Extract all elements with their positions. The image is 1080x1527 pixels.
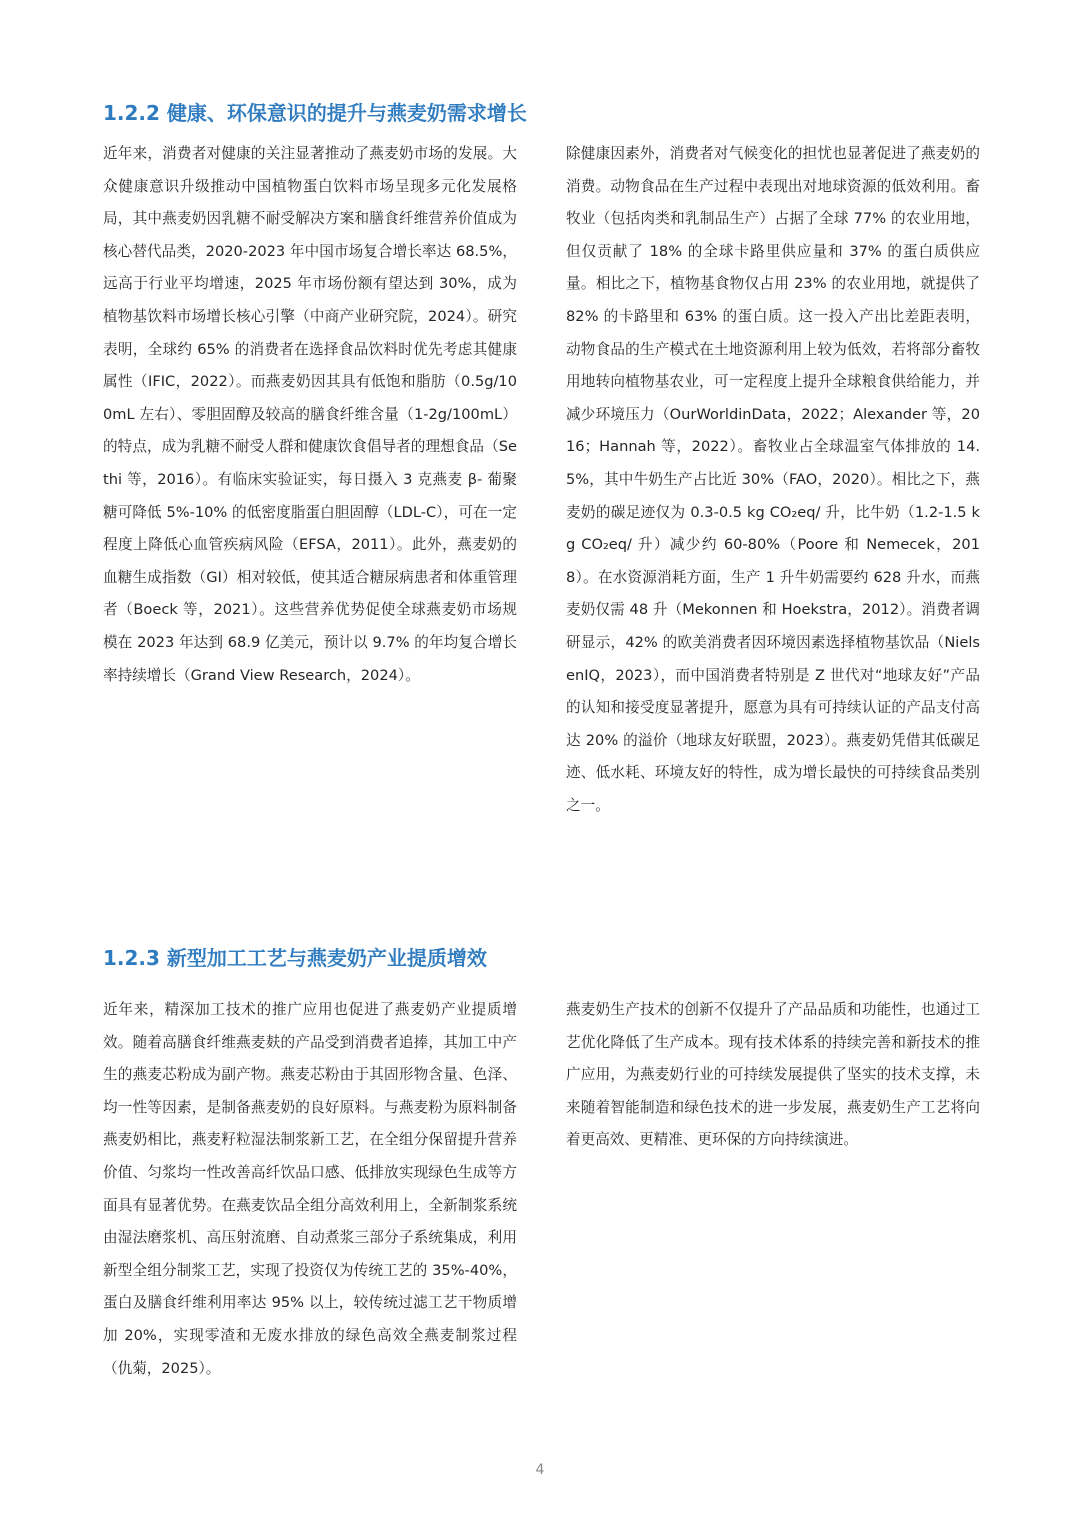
- section-1-2-2-right-paragraph: 除健康因素外，消费者对气候变化的担忧也显著促进了燕麦奶的消费。动物食品在生产过程中表现出对地球资源的低效利用。畜牧业（包括肉类和乳制品生产）占据了全球 77% 的农业用地，但仅贡献了 18% 的全球卡路里供应量和 37% 的蛋白质供应量。相比之下，植物基食物仅占用 23% 的农业用地，就提供了 82% 的卡路里和 63% 的蛋白质。这一投入产出比差距表明，动物食品的生产模式在土地资源利用上较为低效，若将部分畜牧用地转向植物基农业，可一定程度上提升全球粮食供给能力，并减少环境压力（OurWorldinData，2022；Alexander 等，2016；Hannah 等，2022）。畜牧业占全球温室气体排放的 14.5%，其中牛奶生产占比近 30%（FAO，2020）。相比之下，燕麦奶的碳足迹仅为 0.3-0.5 kg CO₂eq/ 升，比牛奶（1.2-1.5 kg CO₂eq/ 升）减少约 60-80%（Poore 和 Nemecek，2018）。在水资源消耗方面，生产 1 升牛奶需要约 628 升水，而燕麦奶仅需 48 升（Mekonnen 和 Hoekstra，2012）。消费者调研显示，42% 的欧美消费者因环境因素选择植物基饮品（NielsenIQ，2023），而中国消费者特别是 Z 世代对“地球友好”产品的认知和接受度显著提升，愿意为具有可持续认证的产品支付高达 20% 的溢价（地球友好联盟，2023）。燕麦奶凭借其低碳足迹、低水耗、环境友好的特性，成为增长最快的可持续食品类别之一。: [566, 145, 980, 814]
- section-1-2-3-right-paragraph: 燕麦奶生产技术的创新不仅提升了产品品质和功能性，也通过工艺优化降低了生产成本。现有技术体系的持续完善和新技术的推广应用，为燕麦奶行业的可持续发展提供了坚实的技术支撑，未来随着智能制造和绿色技术的进一步发展，燕麦奶生产工艺将向着更高效、更精准、更环保的方向持续演进。: [566, 1001, 980, 1149]
- page-number: 4: [535, 1462, 545, 1478]
- section-heading-1-2-3: 1.2.3 新型加工工艺与燕麦奶产业提质增效: [103, 946, 487, 970]
- section-heading-1-2-2: 1.2.2 健康、环保意识的提升与燕麦奶需求增长: [103, 101, 527, 125]
- section-1-2-3-left-paragraph: 近年来，精深加工技术的推广应用也促进了燕麦奶产业提质增效。随着高膳食纤维燕麦麸的产品受到消费者追捧，其加工中产生的燕麦芯粉成为副产物。燕麦芯粉由于其固形物含量、色泽、均一性等因素，是制备燕麦奶的良好原料。与燕麦粉为原料制备燕麦奶相比，燕麦籽粒湿法制浆新工艺，在全组分保留提升营养价值、匀浆均一性改善高纤饮品口感、低排放实现绿色生成等方面具有显著优势。在燕麦饮品全组分高效利用上，全新制浆系统由湿法磨浆机、高压射流磨、自动煮浆三部分子系统集成，利用新型全组分制浆工艺，实现了投资仅为传统工艺的 35%-40%，蛋白及膳食纤维利用率达 95% 以上，较传统过滤工艺干物质增加 20%，实现零渣和无废水排放的绿色高效全燕麦制浆过程（仇菊，2025）。: [103, 1001, 517, 1377]
- section-1-2-2-left-paragraph: 近年来，消费者对健康的关注显著推动了燕麦奶市场的发展。大众健康意识升级推动中国植物蛋白饮料市场呈现多元化发展格局，其中燕麦奶因乳糖不耐受解决方案和膳食纤维营养价值成为核心替代品类，2020-2023 年中国市场复合增长率达 68.5%，远高于行业平均增速，2025 年市场份额有望达到 30%，成为植物基饮料市场增长核心引擎（中商产业研究院，2024）。研究表明，全球约 65% 的消费者在选择食品饮料时优先考虑其健康属性（IFIC，2022）。而燕麦奶因其具有低饱和脂肪（0.5g/100mL 左右）、零胆固醇及较高的膳食纤维含量（1-2g/100mL）的特点，成为乳糖不耐受人群和健康饮食倡导者的理想食品（Sethi 等，2016）。有临床实验证实，每日摄入 3 克燕麦 β- 葡聚糖可降低 5%-10% 的低密度脂蛋白胆固醇（LDL-C），可在一定程度上降低心血管疾病风险（EFSA，2011）。此外，燕麦奶的血糖生成指数（GI）相对较低，使其适合糖尿病患者和体重管理者（Boeck 等，2021）。这些营养优势促使全球燕麦奶市场规模在 2023 年达到 68.9 亿美元，预计以 9.7% 的年均复合增长率持续增长（Grand View Research，2024）。: [103, 145, 517, 684]
